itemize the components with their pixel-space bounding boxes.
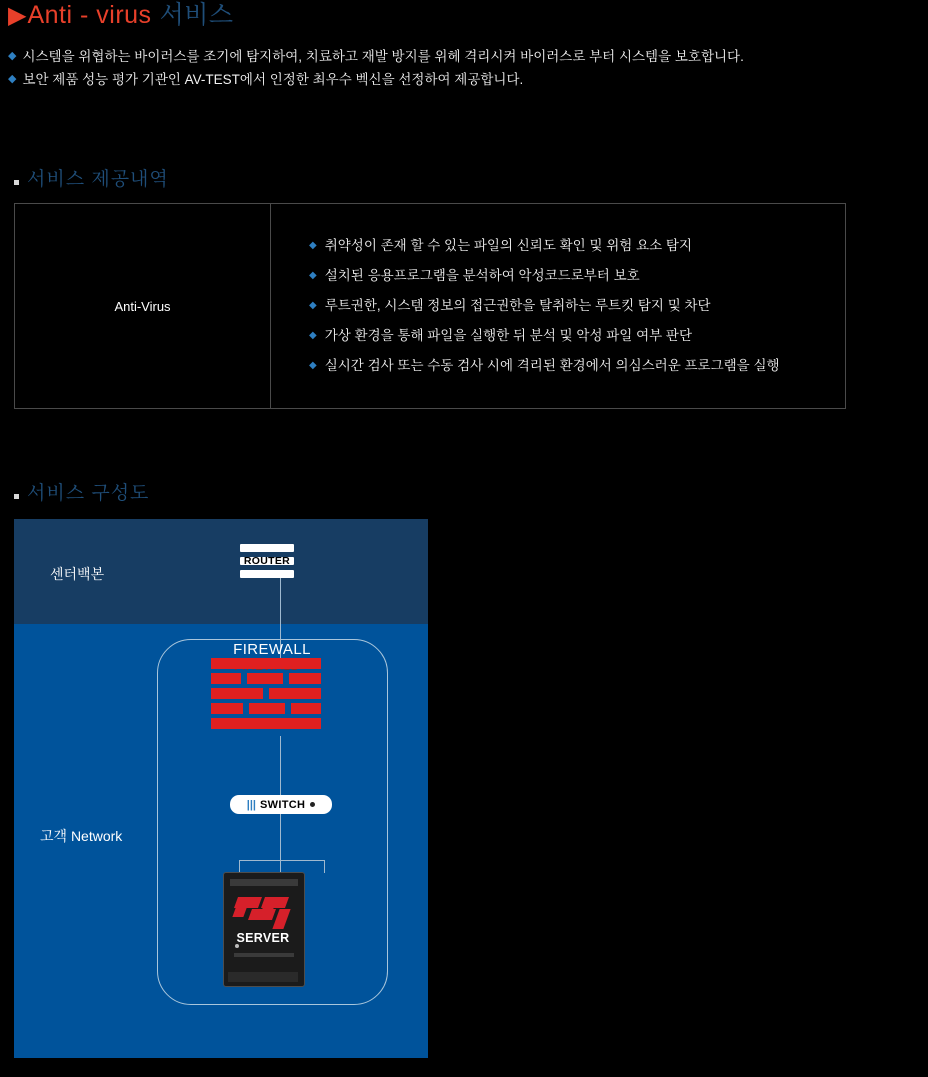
section-heading-detail <box>14 168 169 192</box>
intro-bullet-text: 시스템을 위협하는 바이러스를 조기에 탐지하여, 치료하고 재발 방지를 위헤 격리시켜 바이러스로 부터 시스템을 보호합니다. <box>22 49 744 64</box>
detail-item-text: 루트권한, 시스템 정보의 접근권한을 탈취하는 루트킷 탐지 및 차단 <box>324 298 711 313</box>
firewall-icon <box>211 658 321 736</box>
router-slab-icon <box>240 570 294 578</box>
router-label: ROUTER <box>243 555 291 567</box>
section-heading-diagram-label: 서비스 구성도 <box>27 483 150 504</box>
switch-bars-icon: ||| <box>246 798 257 811</box>
bullet-dot-icon: ◆ <box>8 50 17 62</box>
router-node <box>240 544 294 578</box>
detail-item-text: 실시간 검사 또는 수동 검사 시에 격리된 환경에서 의심스러운 프로그램을 실행 <box>324 358 780 373</box>
detail-item-text: 가상 환경을 통해 파일을 실행한 뒤 분석 및 악성 파일 여부 판단 <box>324 328 692 343</box>
detail-item-text: 취약성이 존재 할 수 있는 파일의 신뢰도 확인 및 위험 요소 탐지 <box>324 238 692 253</box>
intro-bullet-list <box>8 46 888 92</box>
list-item <box>8 46 888 67</box>
list-item <box>309 261 845 291</box>
switch-node <box>230 795 332 814</box>
zone-backbone-label: 센터백본 <box>50 566 105 582</box>
page-title-sub: 서비스 <box>159 1 234 29</box>
section-heading-diagram <box>14 482 149 506</box>
detail-item-text: 설치된 응용프로그램을 분석하여 악성코드로부터 보호 <box>324 268 640 283</box>
list-item <box>309 231 845 261</box>
bullet-dot-icon: ◆ <box>309 270 317 281</box>
server-node <box>223 872 305 987</box>
server-slot-icon <box>234 953 294 957</box>
square-bullet-icon <box>14 494 19 499</box>
router-slab-icon <box>240 544 294 552</box>
bullet-dot-icon: ◆ <box>309 330 317 341</box>
server-base <box>228 972 298 982</box>
bullet-dot-icon: ◆ <box>309 240 317 251</box>
server-vent-icon <box>230 879 298 886</box>
list-item <box>309 351 845 381</box>
firewall-label: FIREWALL <box>233 641 311 658</box>
title-arrow-icon: ▶ <box>8 2 27 29</box>
bullet-dot-icon: ◆ <box>8 73 17 85</box>
service-architecture-diagram <box>14 519 428 1058</box>
bullet-dot-icon: ◆ <box>309 360 317 371</box>
service-detail-table <box>14 203 846 409</box>
page-title <box>8 2 234 29</box>
server-label: SERVER <box>236 931 290 945</box>
list-item <box>309 291 845 321</box>
switch-label: SWITCH <box>260 798 306 811</box>
zone-customer-label: 고객 Network <box>40 828 123 844</box>
list-item <box>8 69 888 90</box>
page-title-main: Anti - virus <box>27 1 152 29</box>
square-bullet-icon <box>14 180 19 185</box>
section-heading-detail-label: 서비스 제공내역 <box>27 169 169 190</box>
antivirus-logo-icon <box>234 893 294 933</box>
intro-bullet-text: 보안 제품 성능 평가 기관인 AV-TEST에서 인정한 최우수 벡신을 선정하여 제공합니다. <box>22 72 524 87</box>
list-item <box>309 321 845 351</box>
table-row-label: Anti-Virus <box>15 204 271 408</box>
bullet-dot-icon: ◆ <box>309 300 317 311</box>
switch-led-icon <box>310 802 315 807</box>
table-cell-items <box>271 204 845 408</box>
